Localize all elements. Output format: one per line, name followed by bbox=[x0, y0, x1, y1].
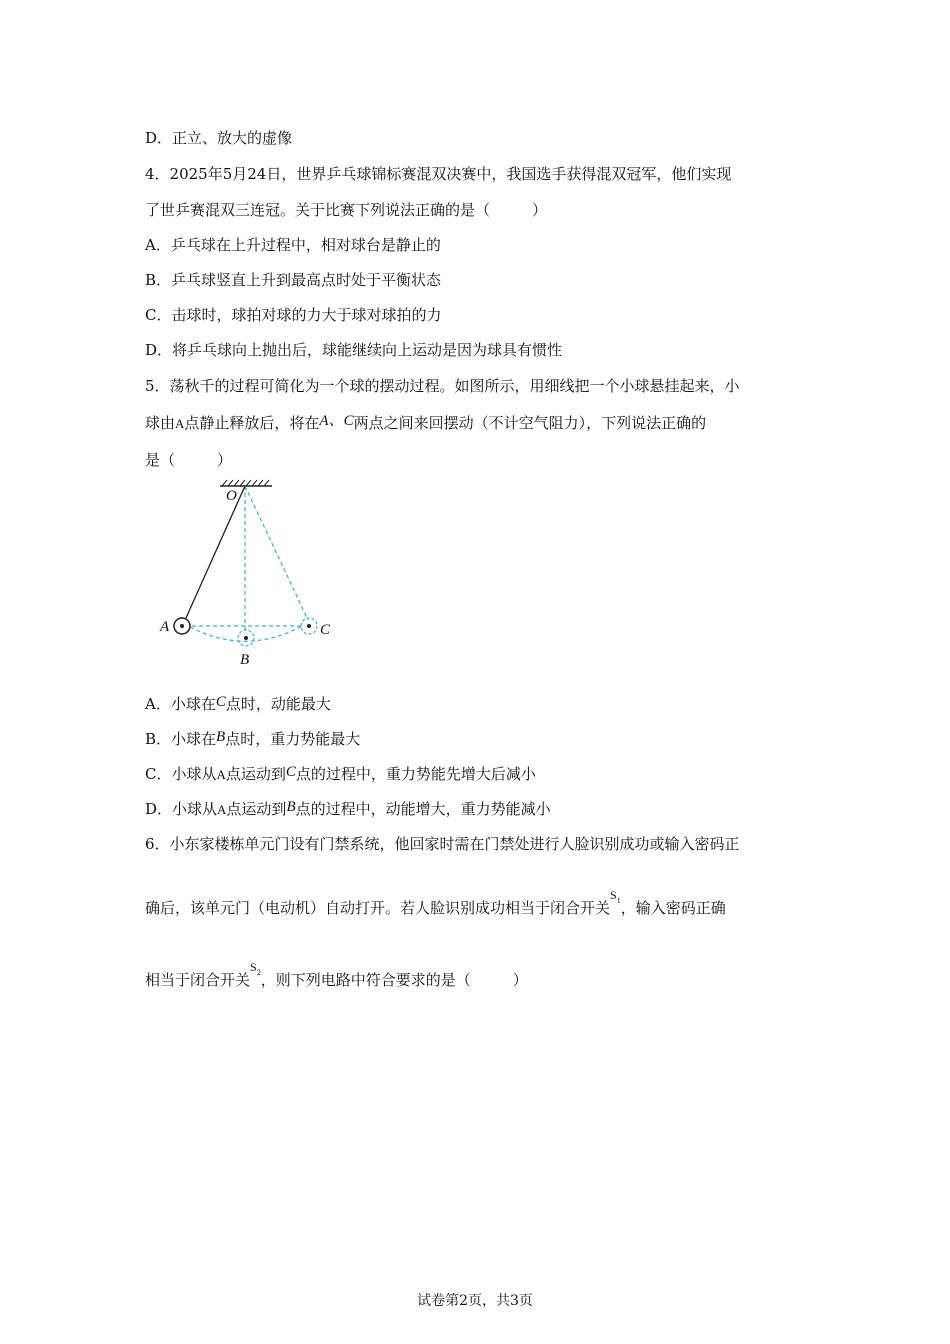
q5-opt-c-var2: C bbox=[285, 764, 296, 780]
q5-opt-c-post: 点的过程中，重力势能先增大后减小 bbox=[295, 765, 536, 783]
q4-option-d: D．将乒乓球向上抛出后，球能继续向上运动是因为球具有惯性 bbox=[145, 341, 563, 359]
label-c: C bbox=[320, 622, 331, 638]
q5-opt-a-post: 点时，动能最大 bbox=[225, 695, 331, 713]
q5-text-c: 两点之间来回摆动（不计空气阻力），下列说法正确的 bbox=[353, 414, 707, 432]
q5-text-b: 点静止释放后，将在 bbox=[184, 414, 320, 432]
q5-var-ac: A、C bbox=[319, 413, 354, 429]
label-b: B bbox=[240, 652, 250, 668]
q5-opt-a-pre: A．小球在 bbox=[145, 695, 216, 713]
ball-c-center bbox=[307, 624, 311, 628]
q6-stem-line3-post: ，则下列电路中符合要求的是（ bbox=[260, 971, 471, 989]
q6-paren-close: ） bbox=[512, 971, 528, 989]
q6-stem-line3-text: 相当于闭合开关 bbox=[145, 971, 251, 989]
q6-stem-line3 bbox=[145, 960, 528, 993]
q5-opt-c-pre: C．小球从 bbox=[145, 765, 217, 783]
q5-stem-line3 bbox=[145, 450, 232, 470]
q6-stem-line1: 6．小东家楼栋单元门设有门禁系统，他回家时需在门禁处进行人脸识别成功或输入密码正 bbox=[145, 835, 740, 853]
q5-opt-b-var: B bbox=[216, 729, 226, 745]
q5-option-b bbox=[145, 729, 360, 750]
q3-option-d: D．正立、放大的虚像 bbox=[145, 129, 293, 147]
q5-opt-d-pre: D．小球从 bbox=[145, 800, 218, 818]
dashed-string-c bbox=[245, 486, 308, 620]
q5-paren-close: ） bbox=[217, 451, 233, 469]
solid-string-a bbox=[186, 486, 245, 618]
q4-stem-line1: 4．2025年5月24日，世界乒乓球锦标赛混双决赛中，我国选手获得混双冠军，他们实现 bbox=[145, 165, 732, 183]
q6-stem-line2 bbox=[145, 888, 726, 921]
q5-option-d bbox=[145, 799, 551, 820]
q5-option-c bbox=[145, 764, 536, 785]
q5-opt-d-var2: B bbox=[286, 799, 296, 815]
q6-stem-line2-post: ，输入密码正确 bbox=[620, 899, 726, 917]
q4-stem-line2 bbox=[145, 200, 547, 220]
ceiling-hatch bbox=[222, 480, 269, 486]
q5-text-a: 球由 bbox=[145, 414, 176, 432]
q5-opt-c-var1: A bbox=[216, 767, 226, 782]
q5-opt-d-mid: 点运动到 bbox=[226, 800, 287, 818]
q4-option-a: A．乒乓球在上升过程中，相对球台是静止的 bbox=[145, 236, 441, 254]
q5-stem-line3-text: 是（ bbox=[145, 451, 176, 469]
q4-paren-close: ） bbox=[532, 201, 548, 219]
q5-opt-b-post: 点时，重力势能最大 bbox=[225, 730, 361, 748]
q5-stem-line1: 5．荡秋千的过程可简化为一个球的摆动过程。如图所示，用细线把一个小球悬挂起来，小 bbox=[145, 377, 740, 395]
q5-var-a: A bbox=[175, 416, 185, 431]
q4-option-c: C．击球时，球拍对球的力大于球对球拍的力 bbox=[145, 306, 442, 324]
label-o: O bbox=[226, 488, 237, 504]
q5-opt-a-var: C bbox=[215, 694, 226, 710]
q4-option-b: B．乒乓球竖直上升到最高点时处于平衡状态 bbox=[145, 271, 442, 289]
q5-opt-c-mid: 点运动到 bbox=[225, 765, 286, 783]
label-a: A bbox=[160, 619, 170, 635]
q5-stem-line2 bbox=[145, 413, 706, 434]
ball-b-center bbox=[244, 636, 248, 640]
q6-stem-line2-text: 确后，该单元门（电动机）自动打开。若人脸识别成功相当于闭合开关 bbox=[145, 899, 611, 917]
page-footer: 试卷第2页，共3页 bbox=[417, 1293, 533, 1309]
q4-stem-text: 了世乒赛混双三连冠。关于比赛下列说法正确的是（ bbox=[145, 201, 491, 219]
q5-option-a bbox=[145, 694, 331, 715]
q5-opt-d-var1: A bbox=[217, 802, 227, 817]
ball-a-center bbox=[180, 624, 184, 628]
q5-opt-d-post: 点的过程中，动能增大，重力势能减小 bbox=[295, 800, 551, 818]
pendulum-figure bbox=[150, 478, 350, 673]
q6-s2: S2 bbox=[250, 960, 261, 977]
q5-opt-b-pre: B．小球在 bbox=[145, 730, 217, 748]
q6-s1: S1 bbox=[610, 888, 621, 905]
